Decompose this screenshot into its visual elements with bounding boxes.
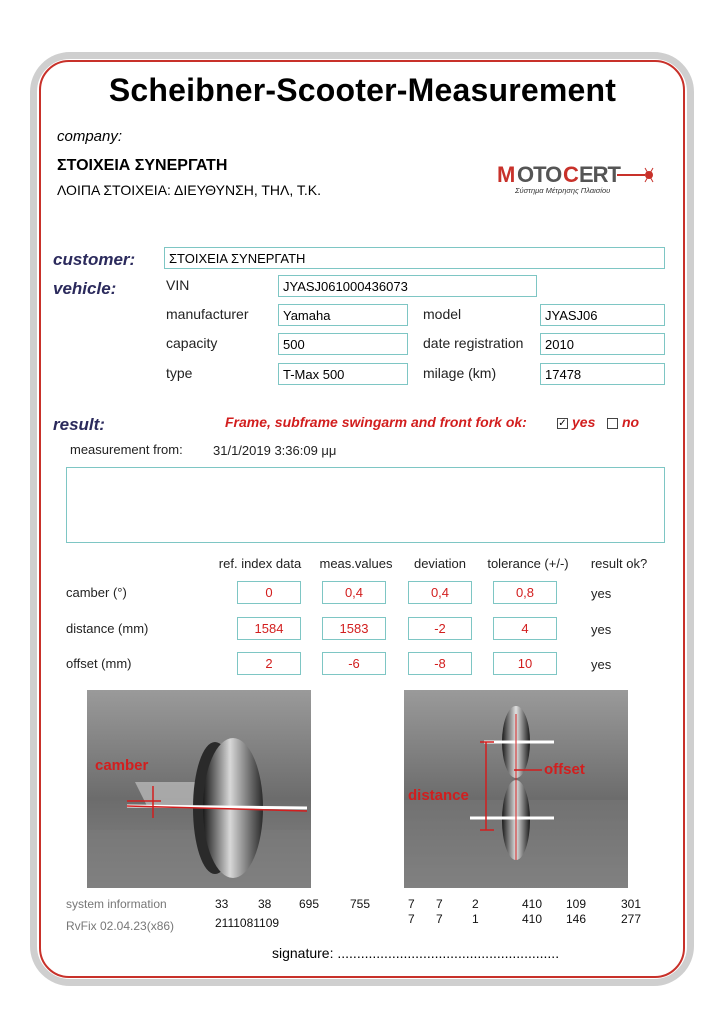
sys-value: 109 (566, 897, 587, 911)
model-label: model (423, 306, 462, 322)
measurement-from-value: 31/1/2019 3:36:09 μμ (213, 443, 337, 458)
distance-offset-illustration (404, 690, 628, 888)
distance-dev-cell[interactable]: -2 (408, 617, 472, 640)
distance-result: yes (591, 622, 612, 637)
header-deviation: deviation (413, 556, 467, 571)
milage-label: milage (km) (423, 365, 497, 381)
result-label: result: (53, 415, 105, 434)
svg-text:C: C (563, 162, 578, 187)
sys-value: 7 (408, 912, 415, 926)
sys-value: 2 (472, 897, 479, 911)
header-ref: ref. index data (218, 556, 302, 571)
distance-ref-cell[interactable]: 1584 (237, 617, 301, 640)
sys-value: 7 (436, 897, 443, 911)
row-label-distance: distance (mm) (66, 621, 149, 636)
distance-offset-graphic (404, 690, 628, 888)
row-label-camber: camber (°) (66, 585, 127, 600)
sys-value: 695 (299, 897, 320, 911)
offset-dev-cell[interactable]: -8 (408, 652, 472, 675)
sys-value: 7 (436, 912, 443, 926)
yes-checkbox[interactable]: ✓ (558, 418, 567, 429)
sys-value: 301 (621, 897, 642, 911)
camber-meas-cell[interactable]: 0,4 (322, 581, 386, 604)
customer-label: customer: (53, 250, 136, 269)
motocert-logo (495, 160, 660, 196)
partner-name: ΣΤΟΙΧΕΙΑ ΣΥΝΕΡΓΑΤΗ (57, 157, 228, 174)
yes-label: yes (572, 414, 596, 430)
header-result-ok: result ok? (590, 556, 648, 571)
vin-label: VIN (166, 277, 190, 293)
motocert-logo-graphic (495, 160, 660, 196)
distance-tol-cell[interactable]: 4 (493, 617, 557, 640)
manufacturer-label: manufacturer (166, 306, 249, 322)
offset-tol-cell[interactable]: 10 (493, 652, 557, 675)
header-meas: meas.values (319, 556, 393, 571)
sys-value: 410 (522, 912, 543, 926)
milage-field[interactable]: 17478 (540, 363, 665, 385)
customer-field[interactable]: ΣΤΟΙΧΕΙΑ ΣΥΝΕΡΓΑΤΗ (164, 247, 665, 269)
sys-value: 410 (522, 897, 543, 911)
partner-info: ΛΟΙΠΑ ΣΤΟΙΧΕΙΑ: ΔΙΕΥΘΥΝΣΗ, ΤΗΛ, Τ.Κ. (57, 182, 322, 198)
distance-meas-cell[interactable]: 1583 (322, 617, 386, 640)
offset-image-label: offset (544, 761, 585, 778)
date-registration-label: date registration (423, 335, 524, 351)
svg-text:M: M (497, 162, 515, 187)
page-title: Scheibner-Scooter-Measurement (108, 72, 617, 108)
svg-text:ERT: ERT (579, 162, 620, 187)
row-label-offset: offset (mm) (66, 656, 132, 671)
notes-box[interactable] (66, 467, 665, 543)
company-label: company: (57, 128, 123, 145)
model-field[interactable]: JYASJ06 (540, 304, 665, 326)
measurement-from-label: measurement from: (70, 442, 183, 457)
camber-wheel-graphic (87, 690, 311, 888)
svg-text:OTO: OTO (517, 162, 562, 187)
sys-value: 1 (472, 912, 479, 926)
capacity-label: capacity (166, 335, 218, 351)
distance-image-label: distance (408, 787, 469, 804)
camber-ref-cell[interactable]: 0 (237, 581, 301, 604)
offset-ref-cell[interactable]: 2 (237, 652, 301, 675)
vehicle-label: vehicle: (53, 279, 117, 298)
camber-image-label: camber (95, 757, 149, 774)
sys-value: 38 (258, 897, 272, 911)
capacity-field[interactable]: 500 (278, 333, 408, 355)
signature-line[interactable]: signature: ......................................................... (272, 945, 560, 961)
type-label: type (166, 365, 193, 381)
offset-meas-cell[interactable]: -6 (322, 652, 386, 675)
sys-value: 33 (215, 897, 229, 911)
svg-text:Σύστημα Μέτρησης Πλαισίου: Σύστημα Μέτρησης Πλαισίου (515, 186, 611, 195)
sys-value: 7 (408, 897, 415, 911)
no-label: no (622, 414, 640, 430)
type-field[interactable]: T-Max 500 (278, 363, 408, 385)
software-version: RvFix 02.04.23(x86) (66, 919, 175, 933)
sys-value: 755 (350, 897, 371, 911)
sys-value: 146 (566, 912, 587, 926)
date-registration-field[interactable]: 2010 (540, 333, 665, 355)
camber-illustration (87, 690, 311, 888)
system-info-label: system information (66, 897, 167, 911)
no-checkbox[interactable] (607, 418, 618, 429)
offset-result: yes (591, 657, 612, 672)
vin-field[interactable]: JYASJ061000436073 (278, 275, 537, 297)
frame-ok-question: Frame, subframe swingarm and front fork ok: (225, 414, 527, 430)
camber-dev-cell[interactable]: 0,4 (408, 581, 472, 604)
camber-tol-cell[interactable]: 0,8 (493, 581, 557, 604)
sys-serial: 2111081109 (215, 916, 280, 930)
manufacturer-field[interactable]: Yamaha (278, 304, 408, 326)
header-tolerance: tolerance (+/-) (487, 556, 569, 571)
camber-result: yes (591, 586, 612, 601)
sys-value: 277 (621, 912, 642, 926)
